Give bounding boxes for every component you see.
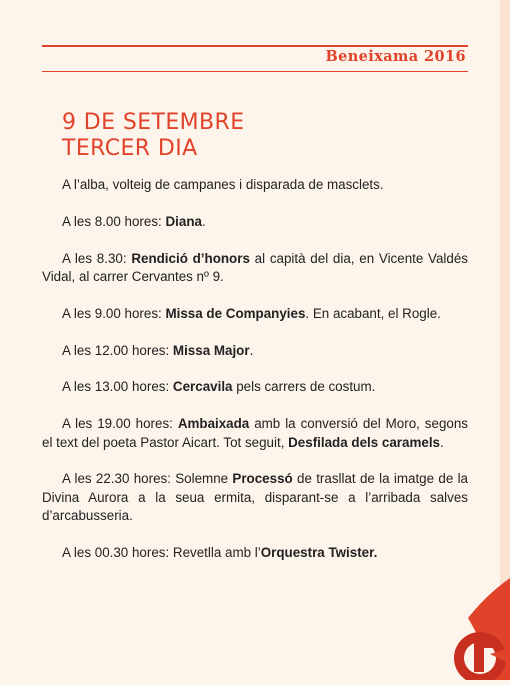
schedule-paragraph xyxy=(42,213,468,231)
schedule-paragraph xyxy=(42,415,468,452)
paragraph-text: A les 8.30: xyxy=(62,250,132,266)
schedule-text xyxy=(42,176,468,581)
paragraph-text: A les 22.30 hores: Solemne xyxy=(62,471,233,487)
paragraph-text: . xyxy=(440,434,444,450)
paragraph-text: amb la conversió del Moro, segons el text del poeta Pastor Aicart. Tot seguit, xyxy=(42,416,468,450)
schedule-paragraph xyxy=(42,305,468,323)
festival-logo-icon xyxy=(450,578,510,680)
header-rule-top xyxy=(42,45,468,47)
event-name: Missa Major xyxy=(172,342,250,358)
schedule-paragraph xyxy=(42,342,468,360)
schedule-paragraph xyxy=(42,470,468,525)
paragraph-text: A les 19.00 hores: xyxy=(62,416,178,432)
paragraph-text: A les 13.00 hores: xyxy=(62,379,173,395)
paragraph-text: . xyxy=(201,213,206,229)
section-day: TERCER DIA xyxy=(62,136,198,161)
paragraph-text: A les 8.00 hores: xyxy=(62,213,166,229)
paragraph-text: pels carrers de costum. xyxy=(232,379,376,395)
header-title: Beneixama 2016 xyxy=(325,48,466,65)
paragraph-text: de trasllat de la imatge de la Divina Aurora a la seua ermita, disparant-se a l’arribada salves d’arcabusseria. xyxy=(42,471,468,524)
event-name: Desfilada dels caramels xyxy=(288,434,440,450)
section-heading xyxy=(62,110,245,162)
event-name: Rendició d’honors xyxy=(131,250,250,266)
header-rule-bottom xyxy=(42,71,468,72)
event-name: Ambaixada xyxy=(177,416,250,432)
event-name: Missa de Companyies xyxy=(165,305,306,321)
paragraph-text: . En acabant, el Rogle. xyxy=(305,305,441,321)
event-name: Cercavila xyxy=(172,379,233,395)
paragraph-text: al capità del dia, en Vicente Valdés Vidal, al carrer Cervantes nº 9. xyxy=(42,250,468,284)
paragraph-text: A les 00.30 hores: Revetlla amb l’ xyxy=(62,545,261,560)
schedule-paragraph xyxy=(42,176,468,194)
schedule-paragraph xyxy=(42,378,468,396)
section-date: 9 DE SETEMBRE xyxy=(62,110,245,135)
event-name: Diana xyxy=(165,213,202,229)
event-name: Orquestra Twister. xyxy=(260,545,378,560)
schedule-paragraph xyxy=(42,544,468,562)
paragraph-text: A les 9.00 hores: xyxy=(62,305,166,321)
paragraph-text: . xyxy=(249,342,254,358)
paragraph-text: A l’alba, volteig de campanes i disparada de masclets. xyxy=(62,177,384,192)
schedule-paragraph xyxy=(42,250,468,287)
event-name: Processó xyxy=(232,471,293,487)
paragraph-text: A les 12.00 hores: xyxy=(62,342,173,358)
